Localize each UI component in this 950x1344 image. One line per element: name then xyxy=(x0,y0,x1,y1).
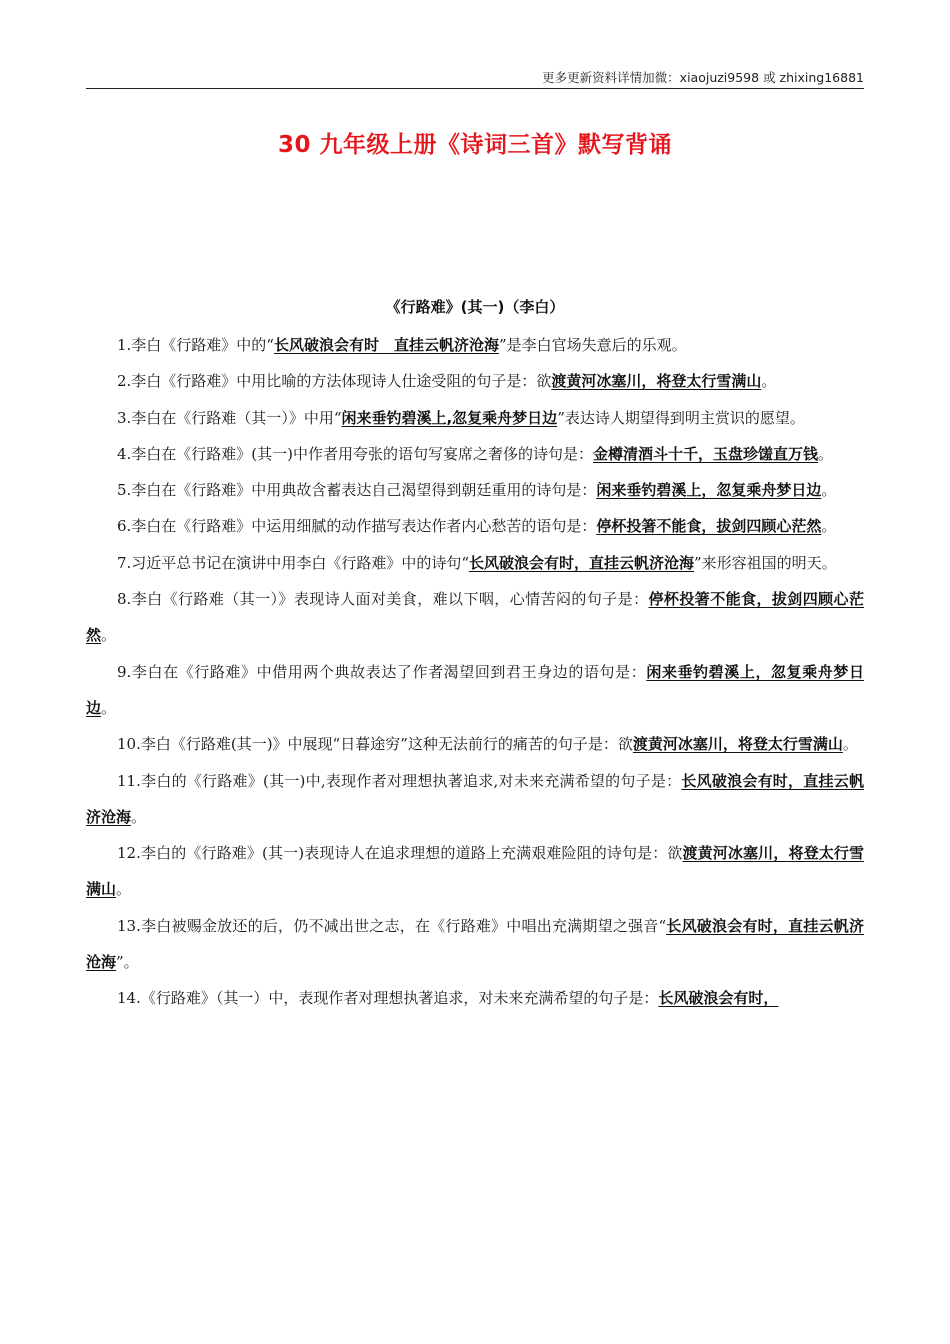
question-text: 1.李白《行路难》中的“ xyxy=(117,336,274,354)
question-tail: 。 xyxy=(761,372,777,391)
question-text: 13.李白被赐金放还的后，仍不减出世之志，在《行路难》中唱出充满期望之强音“ xyxy=(117,916,667,935)
question-tail: 。 xyxy=(842,735,858,754)
document-title: 30 九年级上册《诗词三首》默写背诵 xyxy=(277,132,672,158)
list-item xyxy=(86,763,864,836)
question-tail: 。 xyxy=(101,626,117,645)
answer-text: 闲来垂钓碧溪上，忽复乘舟梦日边 xyxy=(86,662,864,717)
question-tail: 。 xyxy=(818,444,834,463)
answer-text: 长风破浪会有时 直挂云帆济沧海 xyxy=(273,336,499,354)
list-item xyxy=(86,545,864,581)
list-item xyxy=(86,654,864,727)
answer-text: 长风破浪会有时，直挂云帆济沧海 xyxy=(468,553,694,572)
list-item xyxy=(86,400,864,436)
list-item xyxy=(86,436,864,472)
header-divider xyxy=(86,88,864,89)
answer-text: 渡黄河冰塞川，将登太行雪满山 xyxy=(551,372,762,391)
answer-text: 闲来垂钓碧溪上，忽复乘舟梦日边 xyxy=(596,481,822,500)
question-text: 2.李白《行路难》中用比喻的方法体现诗人仕途受阻的句子是：欲 xyxy=(117,372,552,391)
answer-text: 停杯投箸不能食，拔剑四顾心茫然 xyxy=(596,517,822,536)
list-item xyxy=(86,980,864,1016)
question-tail: 。 xyxy=(116,880,132,899)
question-tail: 。 xyxy=(131,807,147,826)
question-tail: ”表达诗人期望得到明主赏识的愿望。 xyxy=(557,408,805,427)
question-text: 12.李白的《行路难》(其一)表现诗人在追求理想的道路上充满艰难险阻的诗句是：欲 xyxy=(117,844,683,863)
question-tail: ”是李白官场失意后的乐观。 xyxy=(499,336,687,354)
question-tail: ”来形容祖国的明天。 xyxy=(694,553,837,572)
list-item xyxy=(86,508,864,544)
list-item xyxy=(86,581,864,654)
question-text: 9.李白在《行路难》中借用两个典故表达了作者渴望回到君王身边的语句是： xyxy=(117,662,647,681)
question-list xyxy=(86,327,864,1017)
list-item xyxy=(86,835,864,908)
answer-text: 闲来垂钓碧溪上,忽复乘舟梦日边 xyxy=(341,408,558,427)
header-note: 更多更新资料详情加微：xiaojuzi9598 或 zhixing16881 xyxy=(542,70,864,85)
question-tail: 。 xyxy=(821,517,837,536)
list-item xyxy=(86,363,864,399)
question-text: 4.李白在《行路难》(其一)中作者用夸张的语句写宴席之奢侈的诗句是： xyxy=(117,444,594,463)
question-text: 7.习近平总书记在演讲中用李白《行路难》中的诗句“ xyxy=(117,553,469,572)
section-title: 《行路难》(其一)（李白） xyxy=(385,298,565,316)
question-text: 11.李白的《行路难》(其一)中,表现作者对理想执著追求,对未来充满希望的句子是： xyxy=(117,771,682,790)
list-item xyxy=(86,472,864,508)
answer-text: 渡黄河冰塞川，将登太行雪满山 xyxy=(86,844,864,899)
answer-text: 长风破浪会有时，直挂云帆济沧海 xyxy=(86,771,864,826)
list-item xyxy=(86,908,864,981)
question-text: 5.李白在《行路难》中用典故含蓄表达自己渴望得到朝廷重用的诗句是： xyxy=(117,481,597,500)
answer-text: 渡黄河冰塞川，将登太行雪满山 xyxy=(632,735,843,754)
question-tail: 。 xyxy=(821,481,837,500)
question-text: 6.李白在《行路难》中运用细腻的动作描写表达作者内心愁苦的语句是： xyxy=(117,517,597,536)
answer-text: 停杯投箸不能食，拔剑四顾心茫然 xyxy=(86,590,864,645)
question-text: 3.李白在《行路难（其一）》中用“ xyxy=(117,408,342,427)
question-tail: ”。 xyxy=(116,953,139,972)
answer-text: 长风破浪会有时，直挂云帆济沧海 xyxy=(86,916,864,972)
question-text: 14.《行路难》（其一）中，表现作者对理想执著追求，对未来充满希望的句子是： xyxy=(117,989,659,1008)
answer-text: 金樽清酒斗十千，玉盘珍馐直万钱 xyxy=(593,444,819,463)
list-item xyxy=(86,726,864,762)
question-tail: 。 xyxy=(101,698,117,717)
question-text: 8.李白《行路难（其一）》表现诗人面对美食，难以下咽，心情苦闷的句子是： xyxy=(117,590,649,609)
list-item xyxy=(86,327,864,363)
answer-text: 长风破浪会有时， xyxy=(658,989,779,1008)
question-text: 10.李白《行路难(其一)》中展现“日暮途穷”这种无法前行的痛苦的句子是：欲 xyxy=(117,735,633,754)
